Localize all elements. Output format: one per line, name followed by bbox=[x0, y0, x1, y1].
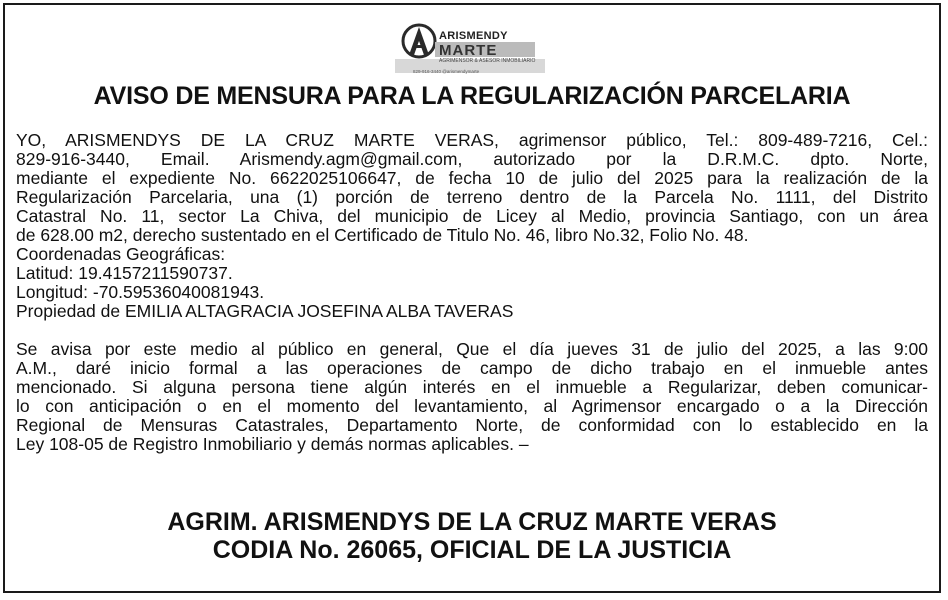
logo-brand: ARISMENDY bbox=[439, 30, 508, 42]
logo-contacts: 829-916-3440 @arismendymarte bbox=[413, 69, 480, 74]
property-owner: Propiedad de EMILIA ALTAGRACIA JOSEFINA ALBA TAVERAS bbox=[16, 301, 514, 321]
paragraph-line: Catastral No. 11, sector La Chiva, del municipio de Licey al Medio, provincia Santiago, con un área bbox=[16, 206, 928, 226]
paragraph-line: YO, ARISMENDYS DE LA CRUZ MARTE VERAS, agrimensor público, Tel.: 809-489-7216, Cel.: bbox=[16, 130, 928, 150]
paragraph-line: 829-916-3440, Email. Arismendy.agm@gmail.com, autorizado por la D.R.M.C. dpto. Norte, bbox=[16, 149, 928, 169]
paragraph-line: mencionado. Si alguna persona tiene algún interés en el inmueble a Regularizar, deben comunicar- bbox=[16, 377, 928, 397]
signature-credentials: CODIA No. 26065, OFICIAL DE LA JUSTICIA bbox=[212, 536, 732, 564]
paragraph-line: A.M., daré inicio formal a las operaciones de campo de dicho trabajo en el inmueble antes bbox=[16, 358, 928, 378]
logo-brand-sub: MARTE bbox=[439, 42, 498, 59]
paragraph-intro bbox=[16, 131, 928, 245]
latitude: Latitud: 19.4157211590737. bbox=[16, 263, 233, 283]
notice-frame bbox=[3, 3, 941, 593]
paragraph-line: Se avisa por este medio al público en general, Que el día jueves 31 de julio del 2025, a las 9:00 bbox=[16, 339, 928, 359]
coordinates-heading: Coordenadas Geográficas: bbox=[16, 244, 226, 264]
longitude: Longitud: -70.59536040081943. bbox=[16, 282, 265, 302]
paragraph-notice bbox=[16, 340, 928, 454]
paragraph-line: mediante el expediente No. 6622025106647, de fecha 10 de julio del 2025 para la realización de la bbox=[16, 168, 928, 188]
paragraph-line: Regularización Parcelaria, una (1) porción de terreno dentro de la Parcela No. 1111, del Distrito bbox=[16, 187, 928, 207]
notice-title: AVISO DE MENSURA PARA LA REGULARIZACIÓN PARCELARIA bbox=[93, 82, 851, 110]
signature-name: AGRIM. ARISMENDYS DE LA CRUZ MARTE VERAS bbox=[167, 508, 777, 536]
paragraph-line: Ley 108-05 de Registro Inmobiliario y demás normas aplicables. – bbox=[16, 434, 529, 454]
paragraph-line: Regional de Mensuras Catastrales, Departamento Norte, de conformidad con lo establecido en la bbox=[16, 415, 928, 435]
logo-tagline: AGRIMENSOR & ASESOR INMOBILIARIO bbox=[439, 58, 536, 64]
company-logo bbox=[395, 19, 545, 75]
paragraph-line: lo con anticipación o en el momento del levantamiento, al Agrimensor encargado o a la Dirección bbox=[16, 396, 928, 416]
paragraph-line: de 628.00 m2, derecho sustentado en el Certificado de Titulo No. 46, libro No.32, Folio No. 48. bbox=[16, 225, 749, 245]
